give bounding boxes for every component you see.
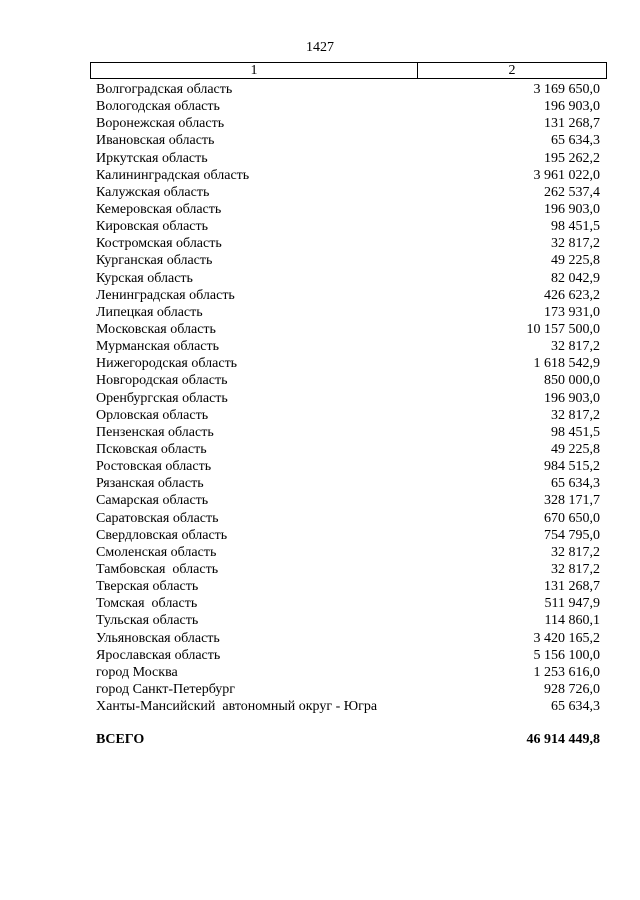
table-row [96, 132, 600, 149]
table-row [96, 287, 600, 304]
table-row [96, 218, 600, 235]
amount-value: 196 903,0 [544, 390, 600, 406]
amount-value: 1 253 616,0 [533, 664, 600, 680]
table-row [96, 167, 600, 184]
region-name: Саратовская область [96, 510, 219, 526]
region-name: Тамбовская область [96, 561, 219, 577]
table-body [96, 81, 600, 715]
region-name: Волгоградская область [96, 82, 233, 97]
table-row [96, 355, 600, 372]
table-row [96, 595, 600, 612]
table-row [96, 492, 600, 509]
table-row [96, 561, 600, 578]
table-row [96, 304, 600, 321]
amount-value: 82 042,9 [551, 270, 600, 286]
region-name: Пензенская область [96, 424, 214, 440]
amount-value: 328 171,7 [544, 493, 600, 509]
region-name: Курганская область [96, 253, 213, 269]
table-row [96, 441, 600, 458]
table-row [96, 698, 600, 715]
region-name: Вологодская область [96, 99, 220, 115]
amount-value: 196 903,0 [544, 99, 600, 115]
region-name: Рязанская область [96, 476, 204, 492]
table-row [96, 664, 600, 681]
table-row [96, 407, 600, 424]
region-name: Свердловская область [96, 527, 228, 543]
amount-value: 3 420 165,2 [533, 630, 600, 646]
amount-value: 32 817,2 [551, 544, 600, 560]
table-row [96, 475, 600, 492]
region-name: Костромская область [96, 236, 222, 252]
table-row [96, 201, 600, 218]
region-name: Липецкая область [96, 304, 203, 320]
amount-value: 131 268,7 [544, 579, 600, 595]
total-row [96, 731, 600, 748]
region-name: Кемеровская область [96, 201, 222, 217]
table-row [96, 578, 600, 595]
region-name: Ульяновская область [96, 630, 220, 646]
amount-value: 114 860,1 [544, 613, 600, 629]
amount-value: 1 618 542,9 [533, 356, 600, 372]
amount-value: 49 225,8 [551, 253, 600, 269]
table-row [96, 150, 600, 167]
region-name: Московская область [96, 321, 216, 337]
region-name: Калининградская область [96, 167, 250, 183]
table-row [96, 321, 600, 338]
table-row [96, 630, 600, 647]
amount-value: 984 515,2 [544, 459, 600, 475]
region-name: Самарская область [96, 493, 209, 509]
region-name: Ханты-Мансийский автономный округ - Югра [96, 699, 378, 715]
amount-value: 262 537,4 [544, 184, 600, 200]
column-header-1: 1 [91, 63, 418, 78]
table-row [96, 612, 600, 629]
region-name: Смоленская область [96, 544, 217, 560]
table-row [96, 424, 600, 441]
region-name: Оренбургская область [96, 390, 228, 406]
amount-value: 98 451,5 [551, 424, 600, 440]
amount-value: 850 000,0 [544, 373, 600, 389]
amount-value: 65 634,3 [551, 476, 600, 492]
table-row [96, 527, 600, 544]
table-row [96, 270, 600, 287]
region-name: Нижегородская область [96, 356, 238, 372]
total-label: ВСЕГО [96, 732, 145, 747]
amount-value: 32 817,2 [551, 339, 600, 355]
table-row [96, 338, 600, 355]
amount-value: 131 268,7 [544, 116, 600, 132]
amount-value: 49 225,8 [551, 441, 600, 457]
region-name: Ивановская область [96, 133, 215, 149]
region-name: Новгородская область [96, 373, 228, 389]
table-row [96, 81, 600, 98]
amount-value: 928 726,0 [544, 681, 600, 697]
region-name: Томская область [96, 596, 198, 612]
region-name: Калужская область [96, 184, 210, 200]
column-header-2: 2 [508, 63, 516, 78]
table-row [96, 647, 600, 664]
table-row [96, 544, 600, 561]
region-name: Тверская область [96, 579, 199, 595]
region-name: Курская область [96, 270, 193, 286]
table-row [96, 390, 600, 407]
amount-value: 754 795,0 [544, 527, 600, 543]
amount-value: 426 623,2 [544, 287, 600, 303]
region-name: Ярославская область [96, 647, 221, 663]
table-header [90, 62, 607, 79]
amount-value: 3 961 022,0 [533, 167, 600, 183]
region-name: Ленинградская область [96, 287, 235, 303]
table-row [96, 252, 600, 269]
table-row [96, 458, 600, 475]
table-row [96, 510, 600, 527]
table-row [96, 235, 600, 252]
table-row [96, 372, 600, 389]
amount-value: 3 169 650,0 [533, 82, 600, 97]
table-row [96, 184, 600, 201]
amount-value: 98 451,5 [551, 219, 600, 235]
region-name: Воронежская область [96, 116, 225, 132]
region-name: Псковская область [96, 441, 207, 457]
amount-value: 670 650,0 [544, 510, 600, 526]
region-name: город Санкт-Петербург [96, 681, 236, 697]
amount-value: 32 817,2 [551, 407, 600, 423]
amount-value: 32 817,2 [551, 561, 600, 577]
amount-value: 173 931,0 [544, 304, 600, 320]
region-name: Ростовская область [96, 459, 212, 475]
amount-value: 511 947,9 [544, 596, 600, 612]
amount-value: 10 157 500,0 [526, 321, 600, 337]
table-row [96, 115, 600, 132]
region-name: Кировская область [96, 219, 209, 235]
table-row [96, 681, 600, 698]
amount-value: 32 817,2 [551, 236, 600, 252]
amount-value: 195 262,2 [544, 150, 600, 166]
table-row [96, 98, 600, 115]
region-name: Тульская область [96, 613, 199, 629]
amount-value: 65 634,3 [551, 699, 600, 715]
region-name: Иркутская область [96, 150, 208, 166]
region-name: город Москва [96, 664, 178, 680]
page-number: 1427 [306, 40, 334, 55]
total-value: 46 914 449,8 [526, 732, 600, 747]
region-name: Орловская область [96, 407, 209, 423]
amount-value: 196 903,0 [544, 201, 600, 217]
amount-value: 65 634,3 [551, 133, 600, 149]
region-name: Мурманская область [96, 339, 220, 355]
amount-value: 5 156 100,0 [533, 647, 600, 663]
